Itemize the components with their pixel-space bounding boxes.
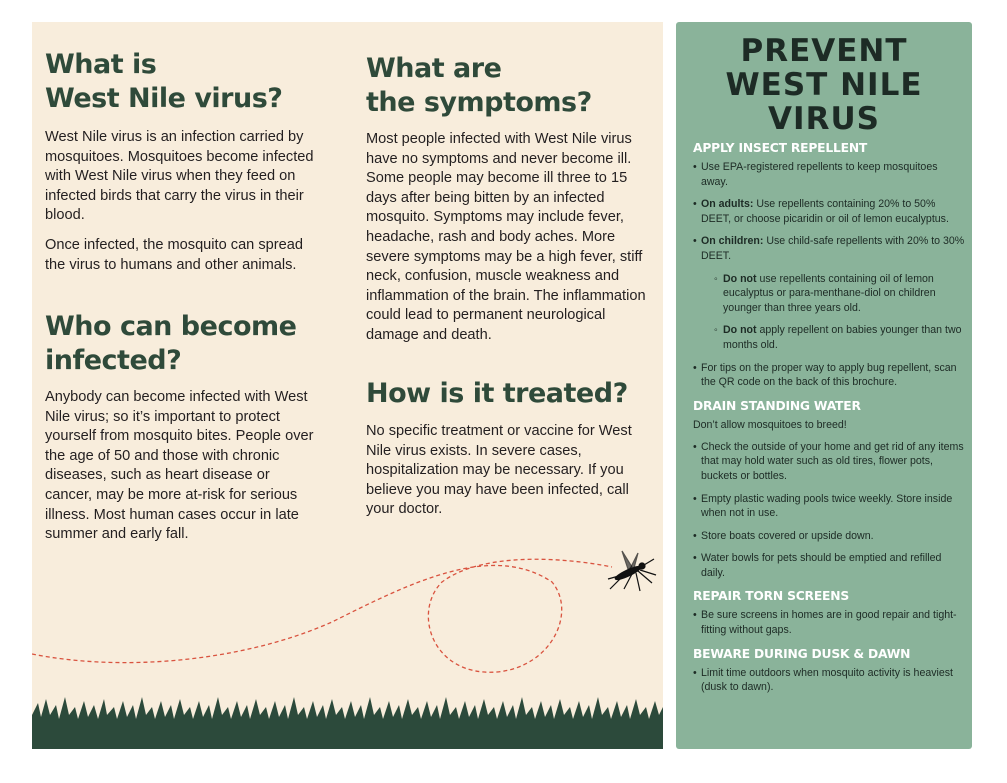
drain-note: Don’t allow mosquitoes to breed! xyxy=(693,418,847,431)
list-item: • Water bowls for pets should be emptied and refilled daily. xyxy=(693,551,965,580)
what-is-heading xyxy=(45,48,345,116)
treated-paragraph: No specific treatment or vaccine for West Nile virus exists. In severe cases, hospitalization may be necessary. If you believe you may have been infected, call your doctor. xyxy=(366,423,632,518)
sub-list-item xyxy=(693,272,965,316)
drain-section xyxy=(693,398,965,581)
what-is-paragraph-2: Once infected, the mosquito can spread the virus to humans and other animals. xyxy=(45,237,303,273)
screens-heading: REPAIR TORN SCREENS xyxy=(693,589,849,604)
what-is-heading-line2: West Nile virus? xyxy=(45,83,283,114)
list-item: • Limit time outdoors when mosquito activity is heaviest (dusk to dawn). xyxy=(693,666,965,695)
symptoms-paragraph: Most people infected with West Nile virus have no symptoms and never become ill. Some people may become ill three to 15 days after being bitten by an infected mosquito. Symptoms may include fever, headache, rash and body aches. More severe symptoms may be a high fever, stiff neck, confusion, muscle weakness and inflammation of the brain. The inflammation could lead to permanent neurological damage and death. xyxy=(366,131,646,343)
list-item: • For tips on the proper way to apply bug repellent, scan the QR code on the back of this brochure. xyxy=(693,361,965,390)
list-item: • Empty plastic wading pools twice weekly. Store inside when not in use. xyxy=(693,492,965,521)
list-item-text: apply repellent on babies younger than two months old. xyxy=(723,324,962,351)
list-item-bold: On children: xyxy=(701,235,764,248)
info-panel xyxy=(32,22,663,749)
symptoms-heading-line1: What are xyxy=(366,53,502,84)
list-item: • Use EPA-registered repellents to keep mosquitoes away. xyxy=(693,160,965,189)
list-item-text: Use repellents containing 20% to 50% DEET, or choose picaridin or oil of lemon eucalyptus. xyxy=(701,198,949,225)
prevent-title xyxy=(676,34,972,136)
what-is-paragraph-1: West Nile virus is an infection carried by mosquitoes. Mosquitoes become infected with West Nile virus when they feed on infected birds that carry the virus in their blood. xyxy=(45,129,314,224)
list-item-text: use repellents containing oil of lemon eucalyptus or para-menthane-diol on children younger than three years old. xyxy=(723,272,936,314)
dusk-heading: BEWARE DURING DUSK & DAWN xyxy=(693,646,911,661)
symptoms-heading-line2: the symptoms? xyxy=(366,87,592,118)
prevent-title-line3: VIRUS xyxy=(768,101,880,137)
who-heading-line1: Who can become xyxy=(45,311,297,342)
repellent-heading: APPLY INSECT REPELLENT xyxy=(693,141,868,155)
list-item: • Check the outside of your home and get rid of any items that may hold water such as old tires, flower pots, buckets or bottles. xyxy=(693,440,965,484)
prevention-panel xyxy=(676,22,972,749)
list-item-bold: Do not xyxy=(723,272,757,285)
what-is-heading-line1: What is xyxy=(45,49,157,80)
who-heading xyxy=(45,310,345,378)
list-item: • Store boats covered or upside down. xyxy=(693,529,965,544)
drain-heading: DRAIN STANDING WATER xyxy=(693,398,861,413)
symptoms-heading xyxy=(366,52,663,120)
repellent-section xyxy=(693,140,965,390)
list-item-bold: Do not xyxy=(723,324,757,337)
prevention-list xyxy=(693,140,965,703)
who-paragraph: Anybody can become infected with West Nile virus; so it’s important to protect yourself from mosquito bites. People over the age of 50 and those with chronic diseases, such as heart disease or cancer, may be more at-risk for serious illness. Most human cases occur in late summer and early fall. xyxy=(45,389,314,543)
list-item xyxy=(693,197,965,226)
sub-list-item xyxy=(693,323,965,352)
who-heading-line2: infected? xyxy=(45,345,182,376)
prevent-title-line1: PREVENT xyxy=(740,33,908,69)
list-item xyxy=(693,234,965,263)
screens-section xyxy=(693,588,965,637)
mosquito-icon xyxy=(602,547,658,595)
grass-decoration xyxy=(32,689,663,749)
treated-heading: How is it treated? xyxy=(366,378,628,409)
dusk-section xyxy=(693,646,965,695)
list-item-bold: On adults: xyxy=(701,198,754,211)
list-item-text: Use child-safe repellents with 20% to 30% DEET. xyxy=(701,235,965,262)
list-item: • Be sure screens in homes are in good repair and tight-fitting without gaps. xyxy=(693,608,965,637)
prevent-title-line2: WEST NILE xyxy=(725,67,923,103)
